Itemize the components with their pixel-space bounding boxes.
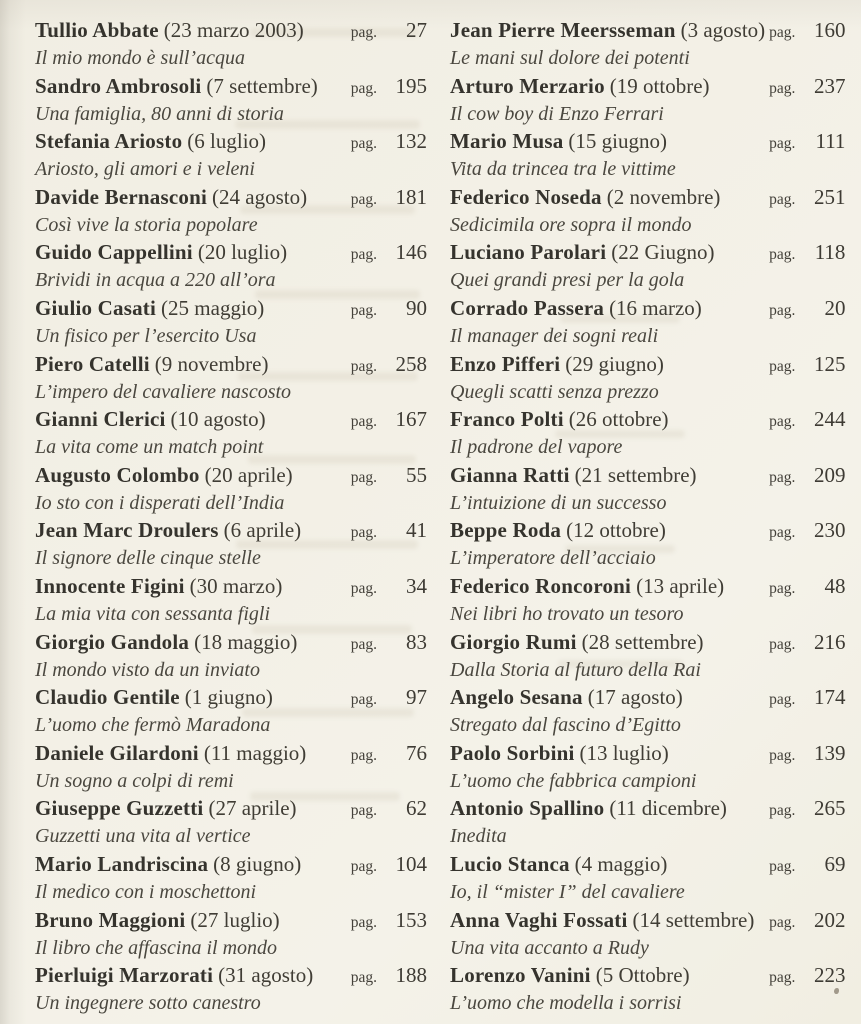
toc-entry <box>450 517 845 570</box>
entry-date: (20 luglio) <box>197 240 288 265</box>
toc-entry-heading <box>35 295 427 324</box>
person-name: Gianna Ratti <box>450 462 570 487</box>
toc-entry <box>35 295 427 348</box>
entry-date: (29 giugno) <box>565 351 664 376</box>
person-name: Piero Catelli <box>35 351 150 376</box>
entry-subtitle: Ariosto, gli amori e i veleni <box>35 158 255 181</box>
pag-label: pag. <box>769 135 796 153</box>
page-number: 188 <box>395 963 427 988</box>
toc-entry-heading <box>450 795 845 824</box>
entry-date: (21 settembre) <box>574 462 697 487</box>
entry-date: (22 Giugno) <box>611 240 715 265</box>
toc-entry-heading <box>35 795 427 824</box>
page-number: 118 <box>814 240 846 265</box>
toc-entry <box>35 406 427 459</box>
entry-date: (23 marzo 2003) <box>163 18 304 42</box>
person-name: Innocente Figini <box>35 573 185 598</box>
pag-label: pag. <box>769 190 796 208</box>
person-name: Antonio Spallino <box>450 796 605 821</box>
toc-entry <box>35 462 427 515</box>
page-number: 216 <box>813 629 846 654</box>
toc-entry <box>450 17 845 70</box>
entry-date: (20 aprile) <box>204 462 293 487</box>
entry-subtitle: Il mio mondo è sull’acqua <box>35 47 245 69</box>
pag-label: pag. <box>769 635 796 653</box>
person-name: Beppe Roda <box>450 518 562 543</box>
page-number: 48 <box>824 573 846 598</box>
pag-label: pag. <box>769 802 796 820</box>
toc-entry <box>450 462 845 515</box>
toc-entry-heading <box>450 184 845 213</box>
toc-entry <box>450 907 845 960</box>
page-number: 97 <box>406 685 427 710</box>
page-number: 62 <box>406 796 427 821</box>
toc-entry <box>450 184 845 237</box>
entry-date: (8 giugno) <box>213 851 302 876</box>
entry-date: (19 ottobre) <box>609 73 710 98</box>
page-number: 195 <box>395 73 427 98</box>
toc-entry-heading <box>450 239 845 268</box>
toc-entry <box>450 684 845 737</box>
toc-entry-heading <box>450 851 845 880</box>
toc-entry-heading <box>450 629 845 658</box>
entry-date: (7 settembre) <box>206 73 318 98</box>
toc-entry-heading <box>450 295 845 324</box>
pag-label: pag. <box>350 691 377 709</box>
person-name: Mario Musa <box>450 129 564 154</box>
person-name: Luciano Parolari <box>450 240 607 265</box>
toc-entry-heading <box>450 573 845 602</box>
toc-column-left <box>35 17 427 1018</box>
entry-date: (16 marzo) <box>609 295 702 320</box>
person-name: Franco Polti <box>450 407 564 432</box>
toc-page <box>35 17 846 1018</box>
entry-date: (27 luglio) <box>190 907 280 932</box>
toc-entry <box>35 740 427 793</box>
toc-entry-heading <box>35 73 427 102</box>
toc-entry-heading <box>35 851 427 880</box>
pag-label: pag. <box>350 524 377 542</box>
entry-date: (13 luglio) <box>579 740 669 765</box>
entry-subtitle: La vita come un match point <box>35 436 264 459</box>
entry-date: (2 novembre) <box>606 184 721 209</box>
entry-subtitle: Io sto con i disperati dell’India <box>35 491 285 514</box>
page-number: 258 <box>395 351 427 376</box>
pag-label: pag. <box>350 857 377 875</box>
toc-column-right <box>450 17 845 1018</box>
toc-entry <box>35 128 427 181</box>
pag-label: pag. <box>350 135 377 153</box>
page-number: 167 <box>395 407 427 432</box>
page-number: 160 <box>813 18 846 42</box>
entry-subtitle: Un fisico per l’esercito Usa <box>35 324 257 347</box>
page-number: 111 <box>815 129 846 154</box>
pag-label: pag. <box>350 913 377 931</box>
pag-label: pag. <box>769 691 796 709</box>
page-number: 153 <box>395 907 427 932</box>
pag-label: pag. <box>350 24 377 41</box>
toc-entry-heading <box>35 406 427 435</box>
toc-entry <box>35 73 427 126</box>
entry-subtitle: Inedita <box>450 825 507 848</box>
page-number: 181 <box>395 184 427 209</box>
toc-entry-heading <box>450 907 845 936</box>
entry-subtitle: Quegli scatti senza prezzo <box>450 380 659 403</box>
entry-date: (17 agosto) <box>587 685 683 710</box>
pag-label: pag. <box>350 802 377 820</box>
page-number: 76 <box>406 740 427 765</box>
page-number: 230 <box>813 518 846 543</box>
pag-label: pag. <box>769 857 796 875</box>
pag-label: pag. <box>350 79 377 97</box>
toc-entry <box>450 406 845 459</box>
entry-subtitle: Il mondo visto da un inviato <box>35 658 260 681</box>
entry-subtitle: Una famiglia, 80 anni di storia <box>35 102 284 125</box>
toc-entry-heading <box>450 740 845 769</box>
pag-label: pag. <box>350 413 377 431</box>
toc-entry <box>35 684 427 737</box>
pag-label: pag. <box>769 524 796 542</box>
entry-subtitle: Il cow boy di Enzo Ferrari <box>450 102 664 125</box>
person-name: Federico Noseda <box>450 184 602 209</box>
entry-date: (31 agosto) <box>218 963 314 988</box>
pag-label: pag. <box>769 468 796 486</box>
toc-entry-heading <box>450 351 845 380</box>
page-number: 174 <box>813 685 846 710</box>
entry-date: (18 maggio) <box>194 629 298 654</box>
entry-date: (24 agosto) <box>212 184 308 209</box>
page-number: 251 <box>813 184 846 209</box>
entry-subtitle: Il padrone del vapore <box>450 436 623 459</box>
person-name: Giorgio Rumi <box>450 629 577 654</box>
person-name: Daniele Gilardoni <box>35 740 199 765</box>
entry-date: (9 novembre) <box>154 351 269 376</box>
entry-subtitle: Una vita accanto a Rudy <box>450 936 649 959</box>
entry-subtitle: Così vive la storia popolare <box>35 213 258 236</box>
page-number: 90 <box>406 295 427 320</box>
toc-entry-heading <box>450 128 845 157</box>
entry-subtitle: Un ingegnere sotto canestro <box>35 992 261 1015</box>
toc-entry-heading <box>450 684 845 713</box>
page-number: 132 <box>395 129 427 154</box>
toc-entry-heading <box>450 406 845 435</box>
pag-label: pag. <box>769 301 796 319</box>
person-name: Jean Marc Droulers <box>35 518 219 543</box>
person-name: Davide Bernasconi <box>35 184 207 209</box>
person-name: Enzo Pifferi <box>450 351 561 376</box>
person-name: Angelo Sesana <box>450 685 583 710</box>
page-number: 237 <box>813 73 846 98</box>
toc-entry <box>35 962 427 1015</box>
toc-entry <box>35 17 427 70</box>
toc-entry-heading <box>35 239 427 268</box>
entry-date: (14 settembre) <box>632 907 755 932</box>
toc-entry-heading <box>35 740 427 769</box>
entry-date: (30 marzo) <box>189 573 283 598</box>
person-name: Federico Roncoroni <box>450 573 632 598</box>
page-number: 265 <box>813 796 846 821</box>
toc-entry <box>35 795 427 848</box>
person-name: Pierluigi Marzorati <box>35 963 214 988</box>
entry-subtitle: Il manager dei sogni reali <box>450 324 659 347</box>
toc-entry-heading <box>35 573 427 602</box>
person-name: Guido Cappellini <box>35 240 193 265</box>
toc-entry <box>35 629 427 682</box>
page-number: 34 <box>406 573 427 598</box>
toc-entry-heading <box>35 629 427 658</box>
entry-date: (5 Ottobre) <box>595 963 690 988</box>
entry-date: (11 maggio) <box>203 740 307 765</box>
pag-label: pag. <box>350 746 377 764</box>
toc-entry <box>35 851 427 904</box>
entry-date: (10 agosto) <box>170 407 266 432</box>
person-name: Paolo Sorbini <box>450 740 575 765</box>
entry-subtitle: Il signore delle cinque stelle <box>35 547 261 570</box>
pag-label: pag. <box>350 357 377 375</box>
entry-date: (28 settembre) <box>581 629 704 654</box>
person-name: Jean Pierre Meersseman <box>450 18 676 42</box>
toc-entry <box>450 795 845 848</box>
person-name: Claudio Gentile <box>35 685 180 710</box>
person-name: Lucio Stanca <box>450 851 570 876</box>
entry-subtitle: Guzzetti una vita al vertice <box>35 825 251 848</box>
page-number: 209 <box>813 462 846 487</box>
entry-subtitle: L’uomo che modella i sorrisi <box>450 992 682 1015</box>
pag-label: pag. <box>769 357 796 375</box>
page-number: 146 <box>395 240 427 265</box>
toc-entry <box>35 907 427 960</box>
entry-date: (1 giugno) <box>184 685 273 710</box>
entry-subtitle: La mia vita con sessanta figli <box>35 602 270 625</box>
person-name: Sandro Ambrosoli <box>35 73 202 98</box>
pag-label: pag. <box>769 413 796 431</box>
entry-date: (6 luglio) <box>187 129 267 154</box>
toc-entry <box>450 740 845 793</box>
pag-label: pag. <box>769 746 796 764</box>
person-name: Augusto Colombo <box>35 462 200 487</box>
pag-label: pag. <box>769 24 796 41</box>
toc-entry-heading <box>35 128 427 157</box>
toc-entry-heading <box>35 517 427 546</box>
entry-subtitle: Un sogno a colpi di remi <box>35 769 234 792</box>
entry-subtitle: L’uomo che fabbrica campioni <box>450 769 697 792</box>
entry-subtitle: L’impero del cavaliere nascosto <box>35 380 292 403</box>
toc-entry-heading <box>35 184 427 213</box>
person-name: Mario Landriscina <box>35 851 209 876</box>
toc-entry <box>450 962 845 1015</box>
toc-entry <box>450 73 845 126</box>
toc-entry-heading <box>450 517 845 546</box>
entry-subtitle: Le mani sul dolore dei potenti <box>450 47 690 69</box>
entry-subtitle: Brividi in acqua a 220 all’ora <box>35 269 276 292</box>
toc-entry <box>450 295 845 348</box>
person-name: Giuseppe Guzzetti <box>35 796 204 821</box>
page-number: 69 <box>824 851 846 876</box>
page-number: 244 <box>813 407 846 432</box>
entry-subtitle: Il libro che affascina il mondo <box>35 936 278 959</box>
entry-subtitle: Vita da trincea tra le vittime <box>450 158 676 181</box>
page-number: 104 <box>395 851 427 876</box>
person-name: Stefania Ariosto <box>35 129 183 154</box>
entry-subtitle: Io, il “mister I” del cavaliere <box>450 880 685 903</box>
person-name: Gianni Clerici <box>35 407 166 432</box>
toc-entry-heading <box>450 462 845 491</box>
toc-entry <box>35 351 427 404</box>
page-number: 83 <box>406 629 427 654</box>
pag-label: pag. <box>350 635 377 653</box>
entry-date: (4 maggio) <box>574 851 668 876</box>
pag-label: pag. <box>769 79 796 97</box>
entry-date: (3 agosto) <box>680 18 766 42</box>
pag-label: pag. <box>350 190 377 208</box>
entry-date: (27 aprile) <box>208 796 297 821</box>
entry-subtitle: Dalla Storia al futuro della Rai <box>450 658 701 681</box>
toc-entry <box>450 128 845 181</box>
toc-entry <box>450 351 845 404</box>
person-name: Bruno Maggioni <box>35 907 186 932</box>
entry-date: (13 aprile) <box>636 573 725 598</box>
page-number: 223 <box>813 963 846 988</box>
entry-date: (25 maggio) <box>161 295 265 320</box>
pag-label: pag. <box>350 468 377 486</box>
pag-label: pag. <box>350 579 377 597</box>
toc-entry <box>35 517 427 570</box>
entry-subtitle: Quei grandi presi per la gola <box>450 269 685 292</box>
toc-entry <box>450 573 845 626</box>
pag-label: pag. <box>350 301 377 319</box>
person-name: Giorgio Gandola <box>35 629 190 654</box>
entry-subtitle: L’uomo che fermò Maradona <box>35 714 271 737</box>
toc-entry-heading <box>450 962 845 991</box>
page-number: 20 <box>824 295 846 320</box>
person-name: Corrado Passera <box>450 295 605 320</box>
page-number: 55 <box>406 462 427 487</box>
toc-entry <box>35 573 427 626</box>
pag-label: pag. <box>350 969 377 987</box>
toc-entry-heading <box>35 462 427 491</box>
toc-entry-heading <box>35 17 427 46</box>
toc-entry <box>450 851 845 904</box>
toc-entry <box>450 239 845 292</box>
entry-date: (11 dicembre) <box>609 796 727 821</box>
person-name: Giulio Casati <box>35 295 157 320</box>
entry-subtitle: Stregato dal fascino d’Egitto <box>450 714 681 737</box>
toc-entry-heading <box>450 73 845 102</box>
toc-entry-heading <box>450 17 845 46</box>
toc-entry <box>35 184 427 237</box>
entry-subtitle: L’imperatore dell’acciaio <box>450 547 656 570</box>
pag-label: pag. <box>769 579 796 597</box>
entry-subtitle: Sedicimila ore sopra il mondo <box>450 213 692 236</box>
toc-entry-heading <box>35 962 427 991</box>
toc-entry <box>35 239 427 292</box>
pag-label: pag. <box>350 246 377 264</box>
entry-date: (26 ottobre) <box>568 407 669 432</box>
page-number: 27 <box>406 18 427 42</box>
entry-date: (12 ottobre) <box>566 518 666 543</box>
toc-entry-heading <box>35 684 427 713</box>
toc-entry <box>450 629 845 682</box>
person-name: Tullio Abbate <box>35 18 159 42</box>
toc-entry-heading <box>35 907 427 936</box>
page-number: 202 <box>813 907 846 932</box>
page-number: 139 <box>813 740 846 765</box>
page-number: 41 <box>406 518 427 543</box>
person-name: Anna Vaghi Fossati <box>450 907 628 932</box>
person-name: Arturo Merzario <box>450 73 605 98</box>
toc-entry-heading <box>35 351 427 380</box>
entry-subtitle: Il medico con i moschettoni <box>35 880 257 903</box>
pag-label: pag. <box>769 913 796 931</box>
page-number: 125 <box>813 351 846 376</box>
pag-label: pag. <box>769 246 796 264</box>
entry-date: (15 giugno) <box>568 129 667 154</box>
entry-subtitle: L’intuizione di un successo <box>450 491 667 514</box>
pag-label: pag. <box>769 969 796 987</box>
entry-subtitle: Nei libri ho trovato un tesoro <box>450 602 684 625</box>
person-name: Lorenzo Vanini <box>450 963 591 988</box>
entry-date: (6 aprile) <box>223 518 302 543</box>
